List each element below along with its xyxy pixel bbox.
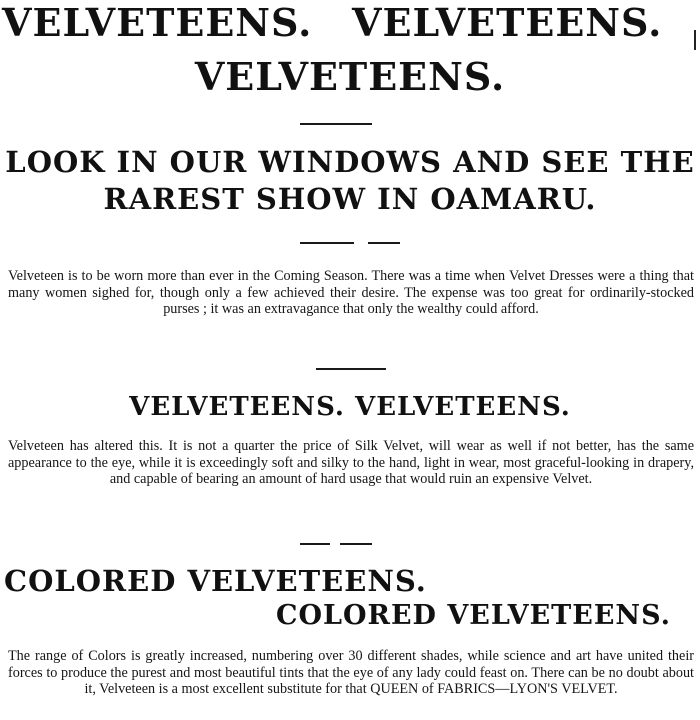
divider-4a [300,543,330,545]
heading-look-line-1: LOOK IN OUR WINDOWS AND SEE THE [5,145,695,179]
column-edge-mark [694,30,696,50]
heading-colored-velveteens-2: COLORED VELVETEENS. [276,600,672,631]
paragraph-colors: The range of Colors is greatly increased, numbering over 30 different shades, while science and art have united their forces to produce the purest and most beautiful tints that the eye of any lady could feast on. There can be no doubt about it, Velveteen is a most excellent substitute for that QUEEN of FABRICS—LYON'S VELVET. [8,648,694,697]
divider-2b [368,242,400,244]
divider-2a [300,242,354,244]
paragraph-intro: Velveteen is to be worn more than ever in the Coming Season. There was a time when Velvet Dresses were a thing that many women sighed for, though only a few achieved their desire. The expense was too great for ordinarily-stocked purses ; it was an extravagance that only the wealthy could afford. [8,268,694,317]
heading-look-line-2: RAREST SHOW IN OAMARU. [103,182,597,216]
divider-4b [340,543,372,545]
heading-velveteens-second: VELVETEENS. [194,54,506,99]
divider-3 [316,368,386,370]
divider-1 [300,123,372,125]
heading-velveteens-pair: VELVETEENS. VELVETEENS. [129,392,571,422]
heading-velveteens-top-right: VELVETEENS. [352,0,663,45]
paragraph-altered: Velveteen has altered this. It is not a quarter the price of Silk Velvet, will wear as well if not better, has the same appearance to the eye, while it is exceedingly soft and silky to the hand, light in wear, most graceful-looking in drapery, and capable of bearing an amount of hard usage that would ruin an expensive Velvet. [8,438,694,487]
heading-colored-velveteens-1: COLORED VELVETEENS. [4,564,427,598]
heading-velveteens-top-left: VELVETEENS. [2,0,313,45]
